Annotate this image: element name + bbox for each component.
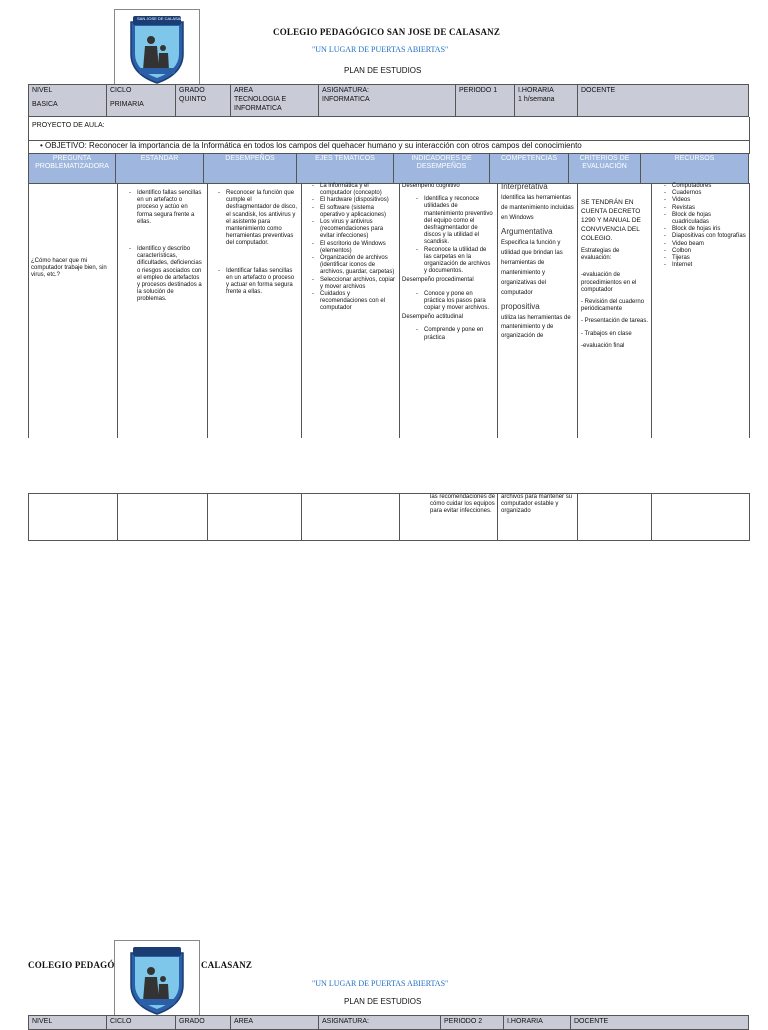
recurso-item: - Diapositivas con fotografías [672,233,748,240]
grado-label: GRADO [176,1016,231,1030]
asignatura-label: ASIGNATURA: [319,1016,441,1030]
recurso-item: - Revistas [672,205,748,212]
recurso-item: - Internet [672,262,748,269]
recurso-item: - Block de hojas iris [672,226,748,233]
school-logo [114,940,200,1018]
desempeno-item: - Reconocer la función que cumple el desfragmentador de disco, el scandisk, los antivirus y el asistente para mantenimiento como herramientas preventivas del computador. [226,190,298,248]
propositiva-title: propositiva [501,302,540,312]
recurso-item: - Block de hojas cuadriculadas [672,212,748,226]
estandar-item: - Identifico fallas sencillas en un artefacto o proceso y actúo en forma segura frente a ellas. [137,190,203,226]
ejes-cell [310,183,398,313]
eje-item: - Cuidados y recomendaciones con el computador [320,291,398,313]
recurso-item: - Colbon [672,248,748,255]
horaria-label: I.HORARIA [518,87,554,94]
nivel-value: BASICA [32,101,58,108]
eje-item: - El software (sistema operativo y aplicaciones) [320,205,398,219]
periodo-label: PERIODO 2 [441,1016,504,1030]
criterio-item: -evaluación de procedimientos en el computador [581,272,637,293]
recurso-item: - Tijeras [672,255,748,262]
plan-title: PLAN DE ESTUDIOS [344,66,422,75]
nivel-label: NIVEL [32,87,53,94]
propositiva-text: utiliza las herramientas de mantenimiento y de organización de [501,314,571,339]
info-table [28,84,749,117]
argumentativa-text: Especifica la función y utilidad que brindan las herramientas de mantenimiento y organizativas del computador [501,240,563,297]
periodo-label: PERIODO 1 [459,87,498,94]
nivel-label: NIVEL [29,1016,107,1030]
eje-item: - El escritorio de Windows (elementos) [320,241,398,255]
eje-item: - El hardware (dispositivos) [320,197,398,204]
grado-value: QUINTO [179,96,207,103]
ciclo-label: CICLO [107,1016,176,1030]
asignatura-label: ASIGNATURA: [322,87,369,94]
objetivo [40,141,582,150]
eje-item: - La informática y el computador (concepto) [320,183,398,197]
plan-title: PLAN DE ESTUDIOS [344,997,422,1006]
criterios-intro: SE TENDRÁN EN CUENTA DECRETO 1290 Y MANUAL DE CONVIVENCIA DEL COLEGIO. [581,199,641,242]
col-indicadores: INDICADORES DE DESEMPEÑOS [394,154,490,184]
indicadores-continuation: las recomendaciones de cómo cuidar los equipos para evitar infecciones. [430,494,496,515]
indicadores-cell [402,183,495,436]
eje-item: - Seleccionar archivos, copiar y mover archivos [320,277,398,291]
proyecto-label: PROYECTO DE AULA: [32,122,105,129]
area-label: AREA [234,87,254,94]
horaria-label: I.HORARIA [504,1016,571,1030]
school-logo [114,9,200,87]
col-estandar: ESTANDAR [116,154,204,184]
eje-item: - Organización de archivos (identificar iconos de archivos, guardar, carpetas) [320,255,398,277]
grado-label: GRADO [179,87,205,94]
bullet-icon: • [40,141,46,150]
competencias-continuation: archivos para mantener su computador estable y organizado [501,494,573,515]
pregunta-cell: ¿Cómo hacer que mi computador trabaje bien, sin virus, etc.? [31,258,107,279]
interpretativa-title: Interpretativa [501,183,548,191]
school-name-right: CALASANZ [201,960,253,970]
desempeno-item: - Identificar fallas sencillas en un artefacto o proceso y actuar en forma segura frente a ellas. [226,268,298,297]
columns-header [28,153,749,184]
estandar-cell [127,190,203,304]
criterios-estrategias: Estrategias de evaluación: [581,248,620,262]
col-criterios: CRITERIOS DE EVALUACIÓN [569,154,641,184]
ciclo-value: PRIMARIA [110,101,144,108]
desempeno-actitudinal-label: Desempeño actitudinal [402,314,464,321]
criterio-item: - Trabajos en clase [581,330,632,337]
col-competencias: COMPETENCIAS [490,154,569,184]
estandar-item: - Identifico y describo características, dificultades, deficiencias o riesgos asociados con el empleo de artefactos y procesos destinados a la solución de problemas. [137,246,203,304]
recurso-item: - Cuadernos [672,190,748,197]
col-ejes: EJES TEMATICOS [297,154,394,184]
criterio-item: - Revisión del cuaderno periódicamente [581,299,645,313]
desempenos-cell [216,190,298,296]
docente-label: DOCENTE [581,87,616,94]
argumentativa-title: Argumentativa [501,227,553,237]
docente-label: DOCENTE [571,1016,749,1030]
criterios-cell [581,198,651,355]
school-name: COLEGIO PEDAGÓGICO SAN JOSE DE CALASANZ [273,27,501,37]
desempeno-procedimental-label: Desempeño procedimental [402,277,474,284]
interpretativa-text: Identifica las herramientas de mantenimiento incluidas en Windows [501,195,574,222]
info-table-2 [28,1015,749,1030]
asignatura-value: INFORMATICA [322,96,370,103]
ciclo-label: CICLO [110,87,132,94]
indicador-item: - Comprende y pone en práctica [424,327,495,341]
competencias-cell [501,183,576,436]
area-value: TECNOLOGIA E INFORMATICA [234,96,287,112]
school-name-left: COLEGIO PEDAGÓ [28,960,115,970]
col-pregunta: PREGUNTA PROBLEMATIZADORA [29,154,116,184]
logo-text: SAN JOSE DE CALASANZ [137,16,186,21]
motto: "UN LUGAR DE PUERTAS ABIERTAS" [312,45,449,54]
col-recursos: RECURSOS [641,154,749,184]
area-label: AREA [231,1016,319,1030]
recursos-cell [660,183,748,269]
recurso-item: - Video beam [672,241,748,248]
recurso-item: - Videos [672,197,748,204]
indicador-item: - Conoce y pone en práctica los pasos para copiar y mover archivos. [424,291,495,313]
desempeno-cognitivo-label: Desempeño cognitivo [402,183,460,189]
col-desempenos: DESEMPEÑOS [204,154,297,184]
indicador-item: - Identifica y reconoce utilidades de mantenimiento preventivo del equipo como el desfragmentador de discos y la utilidad el scandisk. [424,196,495,246]
criterio-item: -evaluación final [581,342,625,349]
motto: "UN LUGAR DE PUERTAS ABIERTAS" [312,979,449,988]
eje-item: - Los virus y antivirus (recomendaciones para evitar infecciones) [320,219,398,241]
objetivo-text: OBJETIVO: Reconocer la importancia de la Informática en todos los campos del quehacer humano y su interacción con otros campos del conocimiento [45,141,582,150]
indicador-item: - Reconoce la utilidad de las carpetas en la organización de archivos y documentos. [424,247,495,276]
recurso-item: - Computadores [672,183,748,190]
horaria-value: 1 h/semana [518,96,555,103]
criterio-item: - Presentación de tareas. [581,318,649,325]
